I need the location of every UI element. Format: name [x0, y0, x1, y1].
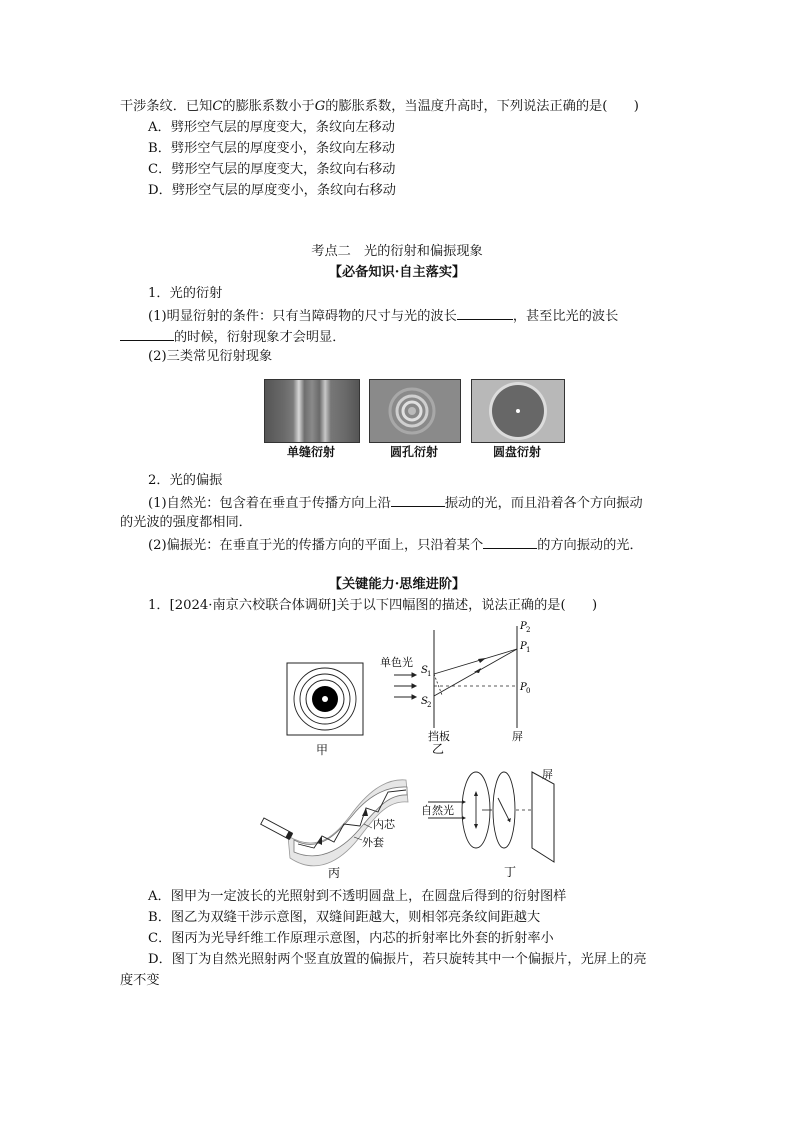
- figure-jia: [286, 662, 366, 738]
- p2-label: P: [520, 621, 527, 632]
- figure-ding: [420, 764, 570, 882]
- circular-hole-photo: [369, 379, 461, 443]
- natural-light-cont: 的光波的强度都相同．: [120, 515, 252, 530]
- natural-light-definition: [148, 493, 643, 513]
- text: 的方向振动的光．: [537, 538, 643, 553]
- prev-option-d: D．劈形空气层的厚度变小，条纹向右移动: [148, 183, 396, 198]
- figure-jia-label: 甲: [316, 743, 329, 757]
- option-d-continued: 度不变: [120, 973, 160, 988]
- figure-yi-label: 乙: [432, 742, 445, 754]
- prev-option-b: B．劈形空气层的厚度变小，条纹向左移动: [148, 141, 396, 156]
- fill-blank[interactable]: [483, 535, 537, 549]
- fill-blank[interactable]: [391, 493, 445, 507]
- stem-text: 的膨胀系数，当温度升高时，下列说法正确的是( ): [325, 99, 639, 114]
- s2-subscript: 2: [427, 701, 432, 709]
- var-c: C: [212, 99, 223, 114]
- var-g: G: [314, 99, 326, 114]
- option-b[interactable]: B．图乙为双缝干涉示意图，双缝间距越大，则相邻亮条纹间距越大: [148, 910, 541, 925]
- figure-yi: [378, 618, 538, 754]
- section-title: 考点二 光的衍射和偏振现象: [311, 244, 483, 259]
- p2-subscript: 2: [526, 626, 531, 634]
- cladding-label: 外套: [362, 836, 384, 849]
- diffraction-condition: [148, 306, 618, 326]
- polarization-heading: 2．光的偏振: [148, 473, 223, 488]
- prev-option-c: C．劈形空气层的厚度变大，条纹向右移动: [148, 162, 396, 177]
- figure-ding-label: 丁: [504, 865, 517, 879]
- caption-single-slit: 单缝衍射: [286, 445, 335, 459]
- s2-label: S: [421, 696, 428, 707]
- stem-text: 干涉条纹．已知: [120, 99, 213, 114]
- fill-blank[interactable]: [457, 306, 513, 320]
- text: (2)偏振光：在垂直于光的传播方向的平面上，只沿着某个: [148, 538, 484, 553]
- fill-blank[interactable]: [120, 327, 174, 341]
- option-a[interactable]: A．图甲为一定波长的光照射到不透明圆盘上，在圆盘后得到的衍射图样: [148, 889, 567, 904]
- s1-label: S: [421, 665, 428, 676]
- p1-label: P: [520, 641, 527, 652]
- caption-circular-disk: 圆盘衍射: [492, 445, 541, 459]
- s1-subscript: 1: [427, 670, 432, 678]
- p0-subscript: 0: [526, 687, 531, 695]
- mono-light-label: 单色光: [380, 656, 413, 669]
- p1-subscript: 1: [526, 646, 531, 654]
- circular-disk-photo: [471, 379, 565, 443]
- text: 的时候，衍射现象才会明显．: [174, 330, 346, 345]
- figure-bing: [258, 774, 418, 880]
- text: ，甚至比光的波长: [512, 309, 619, 324]
- text: 振动的光，而且沿着各个方向振动: [444, 496, 643, 511]
- option-c[interactable]: C．图丙为光导纤维工作原理示意图，内芯的折射率比外套的折射率小: [148, 931, 554, 946]
- text: (1)自然光：包含着在垂直于传播方向上沿: [148, 496, 391, 511]
- prev-question-stem: [120, 98, 639, 116]
- diffraction-heading: 1．光的衍射: [148, 286, 223, 301]
- baffle-label: 挡板: [428, 730, 450, 743]
- p0-label: P: [520, 682, 527, 693]
- screen2-label: 屏: [542, 768, 553, 781]
- diffraction-condition-cont: [120, 327, 345, 347]
- question1-stem: 1．[2024·南京六校联合体调研]关于以下四幅图的描述，说法正确的是( ): [148, 598, 598, 613]
- figure-bing-label: 丙: [328, 866, 341, 880]
- caption-circular-hole: 圆孔衍射: [389, 445, 438, 459]
- single-slit-photo: [264, 379, 360, 443]
- three-types-heading: (2)三类常见衍射现象: [148, 349, 273, 364]
- stem-text: 的膨胀系数小于: [222, 99, 315, 114]
- option-d[interactable]: D．图丁为自然光照射两个竖直放置的偏振片，若只旋转其中一个偏振片，光屏上的亮: [148, 952, 647, 967]
- text: (1)明显衍射的条件：只有当障碍物的尺寸与光的波长: [148, 309, 457, 324]
- natural-light-label: 自然光: [421, 804, 454, 817]
- polarized-light-definition: [148, 535, 643, 555]
- screen-label: 屏: [512, 730, 523, 743]
- section-subtitle-knowledge: 【必备知识·自主落实】: [328, 265, 466, 280]
- prev-option-a: A．劈形空气层的厚度变大，条纹向左移动: [148, 120, 395, 135]
- core-label: 内芯: [373, 818, 395, 831]
- section-subtitle-ability: 【关键能力·思维进阶】: [328, 577, 466, 592]
